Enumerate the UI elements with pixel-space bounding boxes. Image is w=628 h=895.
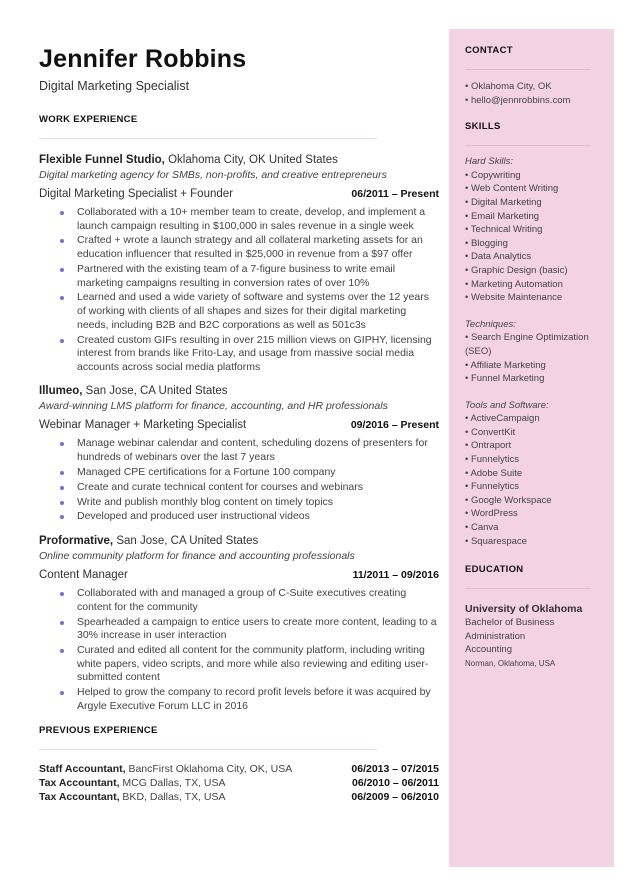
job-list	[39, 153, 439, 713]
skill-item: • Adobe Suite	[465, 467, 523, 479]
work-experience-section	[39, 114, 439, 713]
bullet-text: Partnered with the existing team of a 7-figure business to write email marketing campaigns resulting in conversion rates of over 10%	[77, 262, 396, 289]
skill-items	[465, 169, 593, 305]
bullet-icon	[60, 239, 64, 243]
bullet-icon	[60, 621, 64, 625]
education-degree-cont: Administration	[465, 630, 526, 642]
previous-job-row	[39, 762, 439, 776]
list-item	[39, 466, 439, 480]
skill-item: • Funnel Marketing	[465, 373, 545, 385]
job-company: Flexible Funnel Studio,	[39, 154, 165, 166]
bullet-icon	[60, 268, 64, 272]
bullet-text: Create and curate technical content for courses and webinars	[77, 480, 363, 493]
previous-job	[39, 790, 226, 804]
previous-job-role: Tax Accountant,	[39, 777, 120, 790]
skill-item: • Search Engine Optimization (SEO)	[465, 332, 589, 357]
bullet-text: Collaborated with and managed a group of C-Suite executives creating content for the community	[77, 587, 407, 613]
job-company-line	[39, 384, 439, 399]
bullet-text: Collaborated with a 10+ member team to create, develop, and implement a launch campaign resulting in $100,000 in sales revenue in a single week	[77, 206, 426, 232]
contact-heading: CONTACT	[465, 45, 513, 56]
skill-item: • Funnelytics	[465, 481, 520, 493]
contact-email[interactable]: • hello@jennrobbins.com	[465, 94, 571, 106]
section-divider	[465, 145, 591, 146]
list-item	[39, 686, 439, 713]
bullet-icon	[60, 501, 64, 505]
job-entry	[39, 153, 439, 374]
skill-items	[465, 412, 593, 548]
job-entry	[39, 384, 439, 524]
previous-job-detail: MCG Dallas, TX, USA	[119, 777, 226, 790]
bullet-text: Created custom GIFs resulting in over 215 million views on GIPHY, licensing interest from brands like Frito-Lay, and usage from massive social media accounts across social media platforms	[77, 333, 432, 373]
bullet-text: Developed and produced user instructional videos	[77, 510, 310, 523]
bullet-text: Manage webinar calendar and content, scheduling dozens of presenters for hundreds of webinars over the last 7 years	[77, 437, 428, 463]
skill-item: • Technical Writing	[465, 224, 543, 236]
section-divider	[465, 69, 591, 70]
job-tagline: Award-winning LMS platform for finance, accounting, and HR professionals	[39, 400, 388, 413]
bullet-text: Write and publish monthly blog content on timely topics	[77, 495, 334, 508]
section-divider	[39, 138, 377, 139]
list-item	[39, 263, 439, 290]
contact-list	[465, 80, 593, 107]
skill-item: • Data Analytics	[465, 251, 532, 263]
bullet-icon	[60, 339, 64, 343]
job-tagline: Digital marketing agency for SMBs, non-profits, and creative entrepreneurs	[39, 169, 387, 181]
previous-experience-list	[39, 762, 439, 804]
candidate-title: Digital Marketing Specialist	[39, 79, 190, 93]
skill-item: • Web Content Writing	[465, 183, 559, 195]
list-item	[39, 481, 439, 495]
job-location: Oklahoma City, OK United States	[164, 154, 338, 166]
skill-item: • Email Marketing	[465, 210, 540, 222]
job-bullets	[39, 206, 439, 374]
skill-item: • Marketing Automation	[465, 278, 563, 290]
previous-job-dates: 06/2013 – 07/2015	[351, 763, 439, 776]
job-company-line	[39, 153, 439, 168]
bullet-icon	[60, 649, 64, 653]
list-item	[39, 437, 439, 464]
job-bullets	[39, 587, 439, 713]
work-experience-heading: WORK EXPERIENCE	[39, 114, 138, 125]
bullet-text: Helped to grow the company to record profit levels before it was acquired by Argyle Executive Forum LLC in 2016	[77, 686, 431, 712]
education-heading: EDUCATION	[465, 564, 524, 576]
bullet-text: Crafted + wrote a launch strategy and all collateral marketing assets for an education influencer that resulted in $25,000 in revenue from a $97 offer	[77, 234, 423, 261]
previous-experience-section	[39, 725, 439, 804]
job-role-row	[39, 187, 439, 202]
job-tagline: Online community platform for finance and accounting professionals	[39, 550, 355, 563]
education-entry	[465, 602, 593, 670]
job-bullets	[39, 437, 439, 524]
previous-job-dates: 06/2010 – 06/2011	[351, 777, 439, 790]
job-location: San Jose, CA United States	[82, 385, 228, 398]
previous-job-role: Tax Accountant,	[39, 791, 120, 804]
main-column	[39, 44, 439, 804]
job-entry	[39, 534, 439, 713]
skill-item: • ActiveCampaign	[465, 413, 540, 425]
previous-job-row	[39, 790, 439, 804]
skill-items	[465, 331, 593, 385]
bullet-icon	[60, 486, 64, 490]
list-item	[39, 206, 439, 233]
bullet-icon	[60, 296, 64, 300]
education-location: Norman, Oklahoma, USA	[465, 659, 556, 668]
previous-experience-heading: PREVIOUS EXPERIENCE	[39, 725, 158, 737]
candidate-name: Jennifer Robbins	[39, 45, 247, 73]
previous-job-detail: BancFirst Oklahoma City, OK, USA	[125, 763, 293, 776]
job-role: Digital Marketing Specialist + Founder	[39, 188, 233, 200]
bullet-icon	[60, 211, 64, 215]
bullet-icon	[60, 691, 64, 695]
bullet-icon	[60, 442, 64, 446]
skill-group	[465, 399, 593, 549]
skill-item: • Copywriting	[465, 169, 521, 181]
job-role-row	[39, 418, 439, 433]
contact-location: • Oklahoma City, OK	[465, 81, 552, 92]
skill-group-label: Hard Skills:	[465, 156, 514, 168]
skill-item: • Squarespace	[465, 535, 527, 547]
skill-item: • Ontraport	[465, 440, 512, 452]
list-item	[39, 587, 439, 614]
job-dates: 09/2016 – Present	[350, 419, 439, 432]
sidebar	[449, 29, 614, 867]
previous-job-row	[39, 776, 439, 790]
job-dates: 06/2011 – Present	[351, 188, 439, 200]
list-item	[39, 496, 439, 510]
skills-list	[465, 155, 593, 548]
job-location: San Jose, CA United States	[113, 535, 259, 548]
skill-item: • Canva	[465, 522, 499, 534]
skills-heading: SKILLS	[465, 121, 501, 133]
list-item	[39, 644, 439, 685]
education-degree: Bachelor of Business	[465, 617, 555, 629]
skill-item: • Graphic Design (basic)	[465, 264, 568, 276]
bullet-icon	[60, 471, 64, 475]
skill-item: • Digital Marketing	[465, 196, 542, 208]
education-school: University of Oklahoma	[465, 603, 583, 616]
previous-job-detail: BKD, Dallas, TX, USA	[119, 791, 226, 804]
previous-job-dates: 06/2009 – 06/2010	[351, 791, 439, 804]
bullet-text: Spearheaded a campaign to entice users to create more content, leading to a 30% increase in user interaction	[77, 615, 437, 642]
skill-group-label: Tools and Software:	[465, 399, 549, 411]
list-item	[39, 510, 439, 524]
section-divider	[39, 749, 377, 750]
job-company: Proformative,	[39, 535, 114, 548]
skill-group	[465, 155, 593, 305]
education-major: Accounting	[465, 644, 513, 656]
job-dates: 11/2011 – 09/2016	[352, 569, 439, 582]
job-role: Content Manager	[39, 569, 128, 582]
previous-job	[39, 776, 226, 790]
job-company: Illumeo,	[39, 385, 83, 398]
previous-job-role: Staff Accountant,	[39, 763, 126, 776]
list-item	[39, 334, 439, 375]
job-role: Webinar Manager + Marketing Specialist	[39, 419, 247, 432]
section-divider	[465, 588, 591, 589]
bullet-text: Managed CPE certifications for a Fortune 100 company	[77, 465, 336, 478]
list-item	[39, 234, 439, 261]
skill-item: • WordPress	[465, 508, 518, 520]
skill-item: • ConvertKit	[465, 426, 516, 438]
skill-item: • Google Workspace	[465, 494, 552, 506]
job-company-line	[39, 534, 439, 549]
skill-item: • Affiliate Marketing	[465, 359, 546, 371]
skill-group-label: Techniques:	[465, 318, 516, 330]
job-role-row	[39, 568, 439, 583]
previous-job	[39, 762, 292, 776]
list-item	[39, 291, 439, 332]
bullet-text: Learned and used a wide variety of software and systems over the 12 years of working with clients of all shapes and sizes for their digital marketing needs, including B2B and B2C corporations as well as 501c3s	[77, 291, 429, 331]
list-item	[39, 616, 439, 643]
bullet-icon	[60, 515, 64, 519]
skill-group	[465, 318, 593, 386]
skill-item: • Blogging	[465, 237, 508, 249]
bullet-text: Curated and edited all content for the community platform, including writing white papers, video scripts, and more while also reviewing and editing user-submitted content	[77, 644, 429, 684]
skill-item: • Funnelytics	[465, 454, 520, 466]
skill-item: • Website Maintenance	[465, 292, 563, 304]
bullet-icon	[60, 592, 64, 596]
